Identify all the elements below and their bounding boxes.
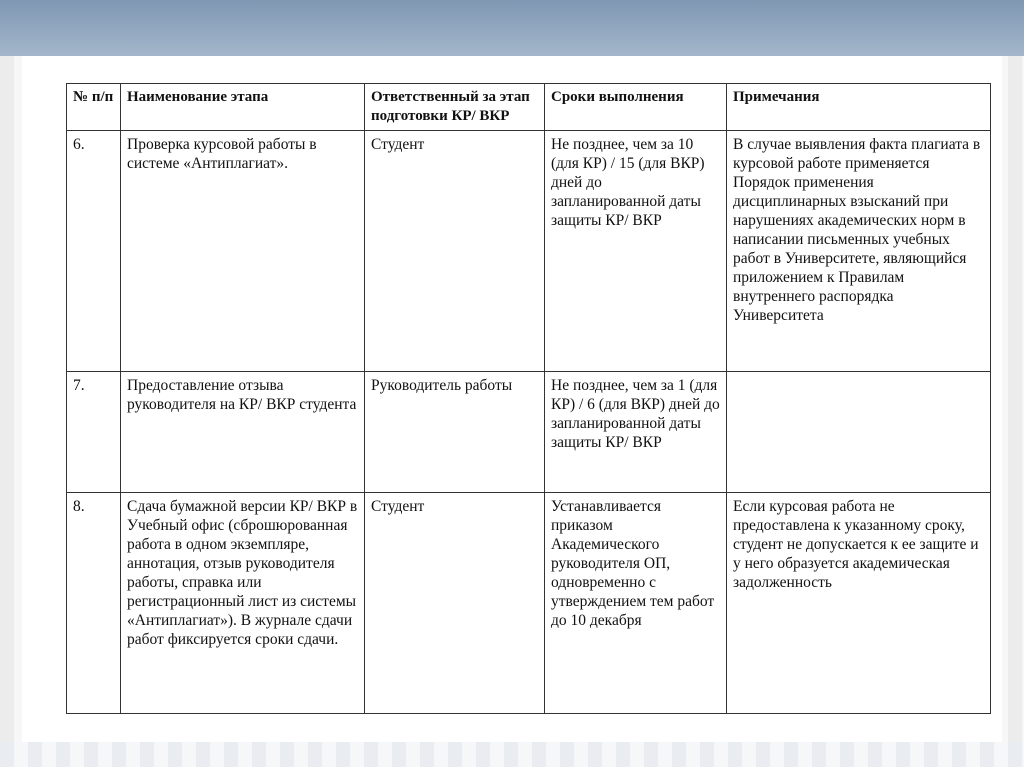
cell-notes: Если курсовая работа не предоставлена к указанному сроку, студент не допускается к ее защите и у него образуется академическая задолженность (727, 493, 991, 714)
top-banner (0, 0, 1024, 56)
table-row (67, 131, 991, 372)
cell-responsible: Студент (365, 131, 545, 372)
header-number: № п/п (67, 84, 121, 131)
header-responsible: Ответственный за этап подготовки КР/ ВКР (365, 84, 545, 131)
table-header-row (67, 84, 991, 131)
header-deadline: Сроки выполнения (545, 84, 727, 131)
cell-deadline: Устанавливается приказом Академического руководителя ОП, одновременно с утверждением тем работ до 10 декабря (545, 493, 727, 714)
cell-deadline: Не позднее, чем за 10 (для КР) / 15 (для ВКР) дней до запланированной даты защиты КР/ ВКР (545, 131, 727, 372)
cell-responsible: Студент (365, 493, 545, 714)
table-row (67, 493, 991, 714)
cell-notes: В случае выявления факта плагиата в курсовой работе применяется Порядок применения дисциплинарных взысканий при нарушениях академических норм в написании письменных учебных работ в Университете, являющийся приложением к Правилам внутреннего распорядка Университета (727, 131, 991, 372)
cell-number: 8. (67, 493, 121, 714)
cell-number: 7. (67, 372, 121, 493)
header-stage-name: Наименование этапа (121, 84, 365, 131)
cell-stage-name: Проверка курсовой работы в системе «Антиплагиат». (121, 131, 365, 372)
bottom-strip (0, 742, 1024, 767)
cell-stage-name: Сдача бумажной версии КР/ ВКР в Учебный офис (сброшюрованная работа в одном экземпляре, аннотация, отзыв руководителя работы, справка или регистрационный лист из системы «Антиплагиат»). В журнале сдачи работ фиксируется сроки сдачи. (121, 493, 365, 714)
stages-table (66, 83, 991, 714)
cell-deadline: Не позднее, чем за 1 (для КР) / 6 (для ВКР) дней до запланированной даты защиты КР/ ВКР (545, 372, 727, 493)
cell-stage-name: Предоставление отзыва руководителя на КР/ ВКР студента (121, 372, 365, 493)
header-notes: Примечания (727, 84, 991, 131)
cell-responsible: Руководитель работы (365, 372, 545, 493)
cell-number: 6. (67, 131, 121, 372)
table-row (67, 372, 991, 493)
cell-notes (727, 372, 991, 493)
